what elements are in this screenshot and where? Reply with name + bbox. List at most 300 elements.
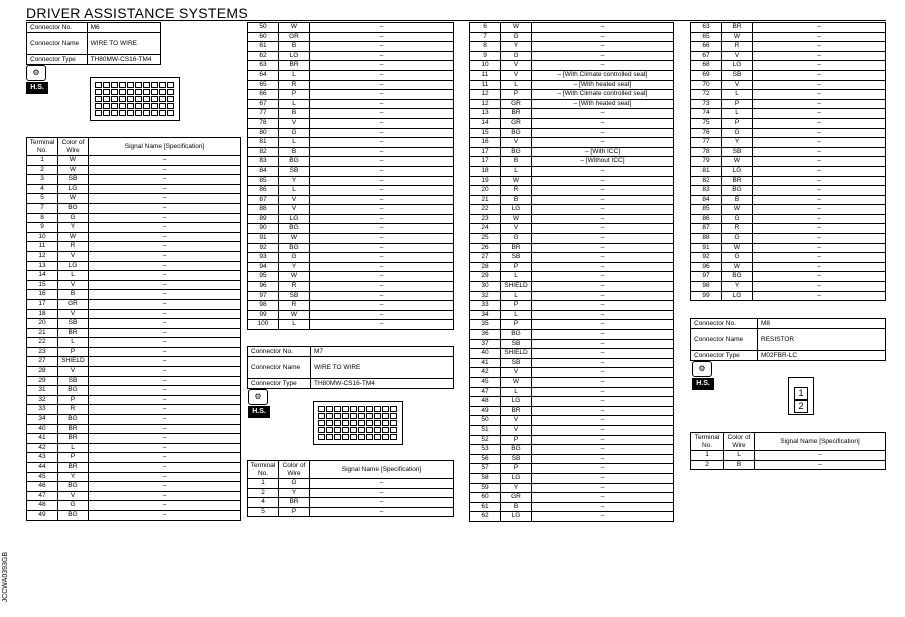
table-row — [248, 498, 454, 508]
signal-name: – — [89, 386, 241, 396]
table-row — [27, 472, 241, 482]
table-row — [248, 320, 454, 330]
signal-name: – — [532, 224, 674, 234]
signal-name: – — [89, 482, 241, 492]
signal-name: – — [532, 445, 674, 455]
wire-color: L — [58, 338, 89, 348]
terminal-no: 18 — [27, 309, 58, 319]
wire-color: SB — [722, 70, 753, 80]
wire-color: W — [722, 243, 753, 253]
signal-name: – — [89, 472, 241, 482]
signal-name: – — [532, 512, 674, 522]
table-row — [27, 376, 241, 386]
terminal-no: 27 — [470, 253, 501, 263]
signal-name: – — [310, 291, 454, 301]
color-header: Color of Wire — [58, 138, 89, 156]
signal-name: – — [89, 184, 241, 194]
terminal-no: 78 — [691, 147, 722, 157]
wire-color: BG — [279, 243, 310, 253]
terminal-no: 67 — [248, 99, 279, 109]
terminal-no: 83 — [248, 157, 279, 167]
terminal-no: 50 — [470, 416, 501, 426]
terminal-no: 17 — [470, 147, 501, 157]
terminal-no: 96 — [248, 282, 279, 292]
terminal-no: 45 — [27, 472, 58, 482]
signal-name: – — [753, 282, 886, 292]
wire-color: G — [58, 213, 89, 223]
wire-color: BR — [279, 61, 310, 71]
wire-color: P — [58, 395, 89, 405]
wire-color: L — [501, 166, 532, 176]
terminal-no: 56 — [470, 454, 501, 464]
terminal-no: 81 — [248, 138, 279, 148]
wire-color: V — [58, 367, 89, 377]
wire-color: P — [501, 464, 532, 474]
terminal-no: 89 — [248, 214, 279, 224]
m7-connector-info — [247, 346, 454, 389]
wire-color: SHIELD — [58, 357, 89, 367]
table-row — [691, 128, 886, 138]
wire-color: V — [501, 416, 532, 426]
wire-color: GR — [501, 118, 532, 128]
table-row — [248, 488, 454, 498]
harness-icon: ⚙ — [26, 65, 46, 81]
signal-name: – — [310, 80, 454, 90]
table-row — [691, 23, 886, 33]
terminal-no: 23 — [470, 214, 501, 224]
wire-color: W — [722, 157, 753, 167]
m7-terminal-table-2 — [469, 22, 674, 522]
wire-color: W — [279, 272, 310, 282]
terminal-no: 50 — [248, 23, 279, 33]
hs-label: H.S. — [26, 82, 48, 94]
terminal-no: 62 — [248, 51, 279, 61]
table-row — [470, 368, 674, 378]
wire-color: W — [501, 23, 532, 33]
wire-color: W — [58, 165, 89, 175]
signal-name: – — [753, 147, 886, 157]
wire-color: GR — [501, 99, 532, 109]
table-row — [691, 147, 886, 157]
wire-color: R — [279, 282, 310, 292]
table-row — [27, 463, 241, 473]
wire-color: BR — [722, 176, 753, 186]
terminal-no: 96 — [691, 262, 722, 272]
terminal-no: 57 — [470, 464, 501, 474]
table-row — [27, 232, 241, 242]
wire-color: V — [58, 280, 89, 290]
signal-name: – — [310, 488, 454, 498]
terminal-no: 77 — [248, 109, 279, 119]
signal-name: – — [89, 175, 241, 185]
terminal-no: 34 — [27, 415, 58, 425]
terminal-no: 99 — [691, 291, 722, 301]
table-row — [470, 473, 674, 483]
table-row — [27, 510, 241, 520]
signal-name: – — [89, 251, 241, 261]
table-row — [691, 166, 886, 176]
connector-name-value: WIRE TO WIRE — [311, 357, 454, 379]
wire-color: Y — [279, 262, 310, 272]
terminal-no: 42 — [27, 443, 58, 453]
wire-color: L — [279, 186, 310, 196]
table-row — [470, 339, 674, 349]
signal-name: – — [532, 358, 674, 368]
terminal-no: 23 — [27, 347, 58, 357]
m6-terminal-table-1 — [26, 137, 241, 521]
signal-name: – — [753, 205, 886, 215]
terminal-no: 75 — [691, 118, 722, 128]
terminal-no: 14 — [27, 271, 58, 281]
wire-color: LG — [58, 184, 89, 194]
signal-name: – — [532, 61, 674, 71]
table-row — [470, 61, 674, 71]
table-row — [27, 415, 241, 425]
wire-color: V — [722, 80, 753, 90]
terminal-no: 31 — [27, 386, 58, 396]
terminal-no: 29 — [27, 376, 58, 386]
terminal-no: 62 — [470, 512, 501, 522]
table-row — [248, 157, 454, 167]
terminal-no: 49 — [27, 510, 58, 520]
wire-color: Y — [279, 176, 310, 186]
terminal-no: 32 — [470, 291, 501, 301]
terminal-no: 59 — [470, 483, 501, 493]
table-row — [248, 272, 454, 282]
wire-color: R — [279, 80, 310, 90]
pin-2: 2 — [794, 400, 808, 413]
table-row — [470, 358, 674, 368]
signal-name: – — [310, 128, 454, 138]
terminal-no: 1 — [248, 479, 279, 489]
terminal-no: 69 — [691, 70, 722, 80]
signal-name: – — [89, 501, 241, 511]
terminal-no: 60 — [248, 32, 279, 42]
wire-color: BR — [501, 109, 532, 119]
wire-color: P — [501, 301, 532, 311]
terminal-no: 28 — [27, 367, 58, 377]
terminal-no: 88 — [691, 234, 722, 244]
connector-name-label: Connector Name — [691, 329, 758, 351]
signal-name: – — [753, 23, 886, 33]
terminal-no: 44 — [27, 463, 58, 473]
table-row — [470, 118, 674, 128]
wire-color: G — [58, 501, 89, 511]
signal-name: – — [532, 195, 674, 205]
terminal-no: 49 — [470, 406, 501, 416]
m8-terminal-table — [690, 432, 886, 470]
wire-color: W — [58, 156, 89, 166]
table-row — [27, 251, 241, 261]
terminal-no: 47 — [470, 387, 501, 397]
signal-name: – — [89, 347, 241, 357]
wire-color: B — [58, 290, 89, 300]
wire-color: L — [501, 272, 532, 282]
table-row — [470, 512, 674, 522]
terminal-no: 11 — [470, 80, 501, 90]
table-row — [470, 166, 674, 176]
wire-color: BG — [501, 330, 532, 340]
table-row — [27, 357, 241, 367]
terminal-no: 15 — [470, 128, 501, 138]
table-row — [248, 507, 454, 517]
terminal-no: 10 — [470, 61, 501, 71]
signal-name: – — [532, 23, 674, 33]
terminal-no: 26 — [470, 243, 501, 253]
signal-name: – — [89, 453, 241, 463]
terminal-no: 30 — [470, 282, 501, 292]
connector-cavities — [318, 406, 397, 440]
page-title: DRIVER ASSISTANCE SYSTEMS — [26, 5, 248, 21]
wire-color: B — [501, 502, 532, 512]
terminal-no: 5 — [27, 194, 58, 204]
wire-color: P — [501, 262, 532, 272]
table-row — [691, 51, 886, 61]
terminal-no: 81 — [691, 166, 722, 176]
wire-color: V — [501, 61, 532, 71]
wire-color: G — [501, 51, 532, 61]
terminal-no: 90 — [248, 224, 279, 234]
table-row — [470, 90, 674, 100]
table-row — [470, 493, 674, 503]
wire-color: W — [279, 310, 310, 320]
table-row — [27, 309, 241, 319]
terminal-no: 12 — [470, 99, 501, 109]
terminal-no: 85 — [248, 176, 279, 186]
terminal-no: 64 — [248, 70, 279, 80]
table-row — [470, 445, 674, 455]
table-row — [27, 242, 241, 252]
table-row — [470, 464, 674, 474]
wire-color: LG — [501, 512, 532, 522]
table-row — [27, 501, 241, 511]
wire-color: BG — [58, 386, 89, 396]
wire-color: LG — [501, 205, 532, 215]
table-row — [27, 328, 241, 338]
terminal-no: 1 — [27, 156, 58, 166]
signal-name: – — [532, 339, 674, 349]
signal-name: – — [753, 42, 886, 52]
wire-color: P — [279, 90, 310, 100]
terminal-no: 12 — [470, 90, 501, 100]
terminal-no: 22 — [27, 338, 58, 348]
wire-color: V — [58, 251, 89, 261]
signal-name: – — [755, 460, 886, 470]
signal-name: – [With heated seat] — [532, 99, 674, 109]
table-row — [470, 99, 674, 109]
table-row — [27, 175, 241, 185]
wire-color: R — [722, 42, 753, 52]
wire-color: V — [501, 425, 532, 435]
m6-connector-face — [90, 77, 180, 121]
table-row — [691, 138, 886, 148]
terminal-no: 87 — [248, 195, 279, 205]
signal-header: Signal Name [Specification] — [89, 138, 241, 156]
signal-name: – — [89, 232, 241, 242]
signal-name: – — [310, 479, 454, 489]
terminal-no: 73 — [691, 99, 722, 109]
signal-name: – — [89, 165, 241, 175]
signal-name: – — [753, 61, 886, 71]
table-row — [691, 262, 886, 272]
signal-name: – — [310, 301, 454, 311]
terminal-no: 12 — [27, 251, 58, 261]
table-row — [470, 70, 674, 80]
wire-color: W — [722, 32, 753, 42]
table-row — [470, 224, 674, 234]
wire-color: Y — [722, 138, 753, 148]
signal-name: – — [89, 338, 241, 348]
connector-type-label: Connector Type — [248, 379, 311, 389]
wire-color: P — [722, 118, 753, 128]
table-row — [470, 483, 674, 493]
terminal-no: 24 — [470, 224, 501, 234]
table-row — [470, 435, 674, 445]
terminal-no: 8 — [470, 42, 501, 52]
wire-color: BR — [501, 406, 532, 416]
table-row — [248, 23, 454, 33]
table-row — [470, 502, 674, 512]
table-row — [248, 70, 454, 80]
table-row — [248, 99, 454, 109]
wire-color: LG — [722, 291, 753, 301]
m6-terminal-table-2 — [247, 22, 454, 330]
table-row — [248, 310, 454, 320]
table-row — [248, 291, 454, 301]
table-row — [691, 109, 886, 119]
signal-name: – — [753, 243, 886, 253]
terminal-no: 86 — [691, 214, 722, 224]
terminal-no: 61 — [248, 42, 279, 52]
signal-name: – — [310, 498, 454, 508]
table-row — [691, 282, 886, 292]
wire-color: Y — [501, 42, 532, 52]
table-row — [470, 176, 674, 186]
signal-name: – — [89, 223, 241, 233]
terminal-no: 91 — [691, 243, 722, 253]
table-row — [27, 280, 241, 290]
terminal-no: 93 — [248, 253, 279, 263]
signal-name: – — [310, 70, 454, 80]
signal-name: – — [753, 70, 886, 80]
wire-color: G — [501, 32, 532, 42]
signal-name: – — [532, 138, 674, 148]
signal-name: – — [310, 320, 454, 330]
wire-color: LG — [501, 473, 532, 483]
wire-color: BG — [58, 510, 89, 520]
wire-color: V — [722, 51, 753, 61]
terminal-no: 27 — [27, 357, 58, 367]
signal-name: – — [753, 262, 886, 272]
wire-color: G — [722, 253, 753, 263]
table-row — [470, 243, 674, 253]
signal-name: – — [89, 491, 241, 501]
wire-color: SB — [722, 147, 753, 157]
signal-name: – — [89, 357, 241, 367]
table-row — [470, 301, 674, 311]
terminal-no: 84 — [691, 195, 722, 205]
wire-color: GR — [501, 493, 532, 503]
wire-color: R — [58, 405, 89, 415]
terminal-no: 1 — [691, 451, 724, 461]
harness-icon: ⚙ — [248, 389, 268, 405]
signal-name: – — [532, 349, 674, 359]
signal-name: – — [532, 214, 674, 224]
wire-color: L — [279, 320, 310, 330]
table-row — [470, 214, 674, 224]
terminal-no: 5 — [248, 507, 279, 517]
table-row — [248, 32, 454, 42]
signal-name: – — [753, 32, 886, 42]
connector-name-label: Connector Name — [27, 33, 88, 55]
wire-color: BG — [58, 415, 89, 425]
terminal-no: 86 — [248, 186, 279, 196]
terminal-no: 15 — [27, 280, 58, 290]
terminal-no: 100 — [248, 320, 279, 330]
terminal-no: 36 — [470, 330, 501, 340]
terminal-no: 2 — [248, 488, 279, 498]
signal-name: – — [310, 214, 454, 224]
table-row — [27, 165, 241, 175]
wire-color: V — [501, 224, 532, 234]
table-row — [470, 349, 674, 359]
table-row — [691, 118, 886, 128]
terminal-no: 40 — [470, 349, 501, 359]
terminal-no: 46 — [27, 482, 58, 492]
table-row — [691, 272, 886, 282]
wire-color: SHIELD — [501, 349, 532, 359]
table-row — [470, 32, 674, 42]
wire-color: G — [279, 253, 310, 263]
table-row — [248, 138, 454, 148]
wire-color: P — [58, 453, 89, 463]
table-row — [27, 386, 241, 396]
table-row — [470, 330, 674, 340]
terminal-no: 6 — [470, 23, 501, 33]
signal-name: – — [753, 128, 886, 138]
table-row — [248, 166, 454, 176]
terminal-no: 58 — [470, 473, 501, 483]
wire-color: L — [501, 80, 532, 90]
signal-name: – — [532, 205, 674, 215]
signal-name: – — [310, 282, 454, 292]
terminal-no: 33 — [27, 405, 58, 415]
table-row — [248, 186, 454, 196]
hs-label: H.S. — [692, 378, 714, 390]
signal-name: – — [753, 90, 886, 100]
harness-icon: ⚙ — [692, 361, 712, 377]
table-row — [691, 90, 886, 100]
wire-color: G — [722, 214, 753, 224]
terminal-no: 99 — [248, 310, 279, 320]
terminal-no: 61 — [470, 502, 501, 512]
wire-color: SB — [279, 291, 310, 301]
wire-color: L — [724, 451, 755, 461]
terminal-no: 20 — [27, 319, 58, 329]
terminal-no: 32 — [27, 395, 58, 405]
signal-name: – — [532, 330, 674, 340]
signal-name: – — [753, 109, 886, 119]
terminal-no: 43 — [27, 453, 58, 463]
signal-name: – — [310, 157, 454, 167]
signal-name: – — [532, 253, 674, 263]
wire-color: BG — [722, 186, 753, 196]
wire-color: P — [722, 99, 753, 109]
table-row — [470, 147, 674, 157]
terminal-no: 79 — [691, 157, 722, 167]
wire-color: BG — [501, 445, 532, 455]
wire-color: BG — [58, 203, 89, 213]
